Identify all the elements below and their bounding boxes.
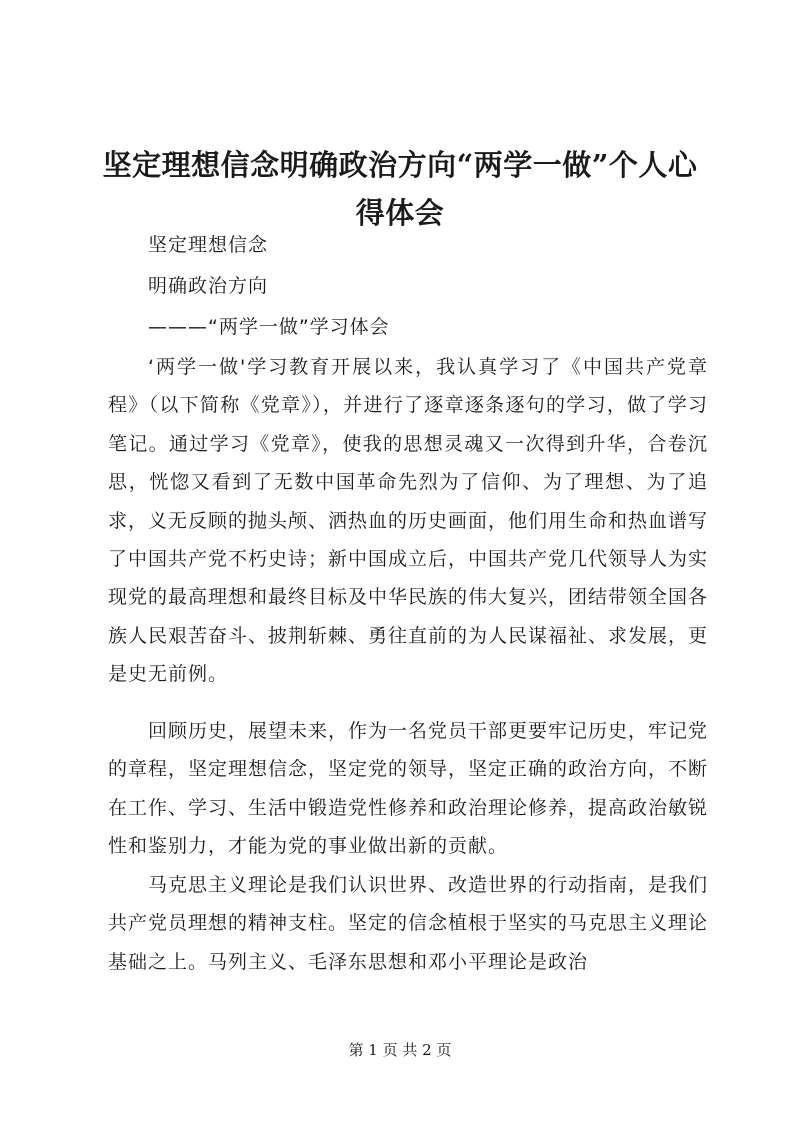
body-paragraph-3: 马克思主义理论是我们认识世界、改造世界的行动指南，是我们共产党员理想的精神支柱。坚定的信念植根于坚实的马克思主义理论基础之上。马列主义、毛泽东思想和邓小平理论是政治 [108, 874, 709, 973]
subtitle-line-2: 明确政治方向 [148, 275, 269, 297]
body-paragraph-2: 回顾历史，展望未来，作为一名党员干部更要牢记历史，牢记党的章程，坚定理想信念，坚定党的领导，坚定正确的政治方向，不断在工作、学习、生活中锻造党性修养和政治理论修养，提高政治敏锐性和鉴别力，才能为党的事业做出新的贡献。 [108, 720, 709, 858]
document-title: 坚定理想信念明确政治方向“两学一做”个人心得体会 [102, 148, 698, 230]
subtitle-line-3: ———“两学一做”学习体会 [148, 316, 390, 338]
page-footer: 第 1 页 共 2 页 [348, 1041, 452, 1059]
body-paragraph-1: ‘两学一做'学习教育开展以来，我认真学习了《中国共产党章程》（以下简称《党章》），并进行了逐章逐条逐句的学习，做了学习笔记。通过学习《党章》，使我的思想灵魂又一次得到升华，合卷沉思，恍惚又看到了无数中国革命先烈为了信仰、为了理想、为了追求，义无反顾的抛头颅、洒热血的历史画面，他们用生命和热血谱写了中国共产党不朽史诗；新中国成立后，中国共产党几代领导人为实现党的最高理想和最终目标及中华民族的伟大复兴，团结带领全国各族人民艰苦奋斗、披荆斩棘、勇往直前的为人民谋福祉、求发展，更是史无前例。 [108, 356, 709, 686]
subtitle-line-1: 坚定理想信念 [148, 234, 269, 256]
